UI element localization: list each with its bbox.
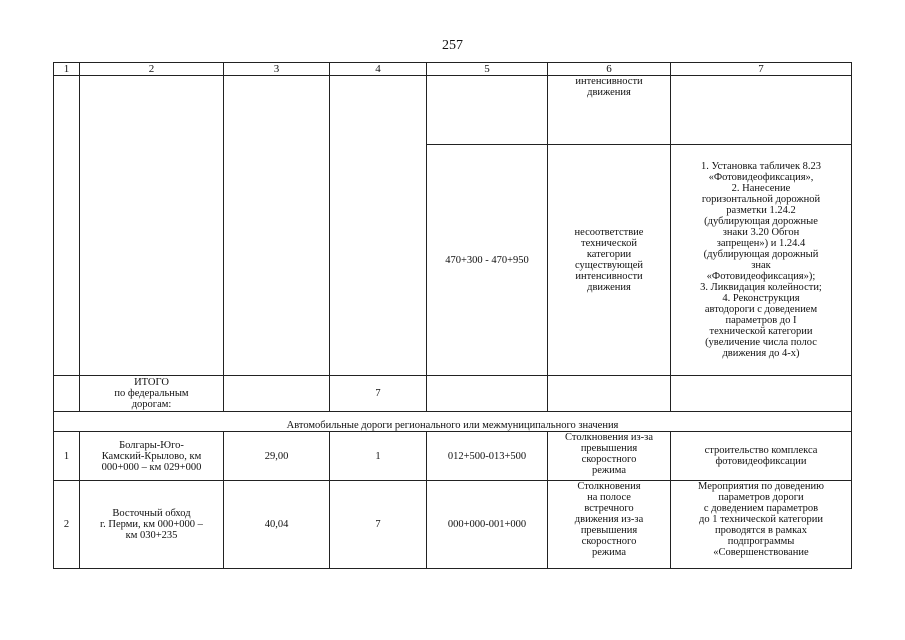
column-header: 1 [54, 63, 80, 76]
total-row [54, 376, 852, 412]
measures-cell: Мероприятия по доведению параметров дороги с доведением параметров до 1 технической категории проводятся в рамках подпрограммы «Совершенствование [671, 481, 852, 569]
count-cell: 1 [330, 432, 427, 481]
column-number-row [54, 63, 852, 76]
table-cell [427, 76, 548, 145]
violation-cell: интенсивности движения [548, 76, 671, 145]
table-cell [224, 376, 330, 412]
km-section-cell: 012+500-013+500 [427, 432, 548, 481]
violation-cell: несоответствие технической категории существующей интенсивности движения [548, 145, 671, 376]
table-row [54, 432, 852, 481]
road-name-cell: Болгары-Юго- Камский-Крылово, км 000+000 – км 029+000 [80, 432, 224, 481]
column-header: 2 [80, 63, 224, 76]
table-cell [80, 76, 224, 376]
violation-cell: Столкновения на полосе встречного движения из-за превышения скоростного режима [548, 481, 671, 569]
row-number: 2 [54, 481, 80, 569]
km-section-cell: 470+300 - 470+950 [427, 145, 548, 376]
column-header: 5 [427, 63, 548, 76]
column-header: 6 [548, 63, 671, 76]
measures-cell: 1. Установка табличек 8.23 «Фотовидеофиксация», 2. Нанесение горизонтальной дорожной разметки 1.24.2 (дублирующая дорожные знаки 3.20 Обгон запрещен») и 1.24.4 (дублирующая дорожный знак «Фотовидеофиксация»); 3. Ликвидация колейности; 4. Реконструкция автодороги с доведением параметров до I технической категории (увеличение числа полос движения до 4-х) [671, 145, 852, 376]
total-value: 7 [330, 376, 427, 412]
length-cell: 40,04 [224, 481, 330, 569]
column-header: 3 [224, 63, 330, 76]
section-row [54, 412, 852, 432]
table-cell [224, 76, 330, 376]
violation-cell: Столкновения из-за превышения скоростного режима [548, 432, 671, 481]
road-name-cell: Восточный обход г. Перми, км 000+000 – км 030+235 [80, 481, 224, 569]
measures-cell: строительство комплекса фотовидеофиксации [671, 432, 852, 481]
road-safety-table [53, 62, 852, 569]
column-header: 4 [330, 63, 427, 76]
page-number: 257 [442, 38, 463, 53]
table-cell [671, 376, 852, 412]
length-cell: 29,00 [224, 432, 330, 481]
table-cell [54, 376, 80, 412]
section-heading: Автомобильные дороги регионального или межмуниципального значения [54, 412, 852, 432]
table-cell [330, 76, 427, 376]
table-row [54, 481, 852, 569]
table-cell [54, 76, 80, 376]
table-row [54, 76, 852, 145]
table-cell [671, 76, 852, 145]
km-section-cell: 000+000-001+000 [427, 481, 548, 569]
table-cell [427, 376, 548, 412]
total-label: ИТОГО по федеральным дорогам: [80, 376, 224, 412]
column-header: 7 [671, 63, 852, 76]
count-cell: 7 [330, 481, 427, 569]
row-number: 1 [54, 432, 80, 481]
table-cell [548, 376, 671, 412]
